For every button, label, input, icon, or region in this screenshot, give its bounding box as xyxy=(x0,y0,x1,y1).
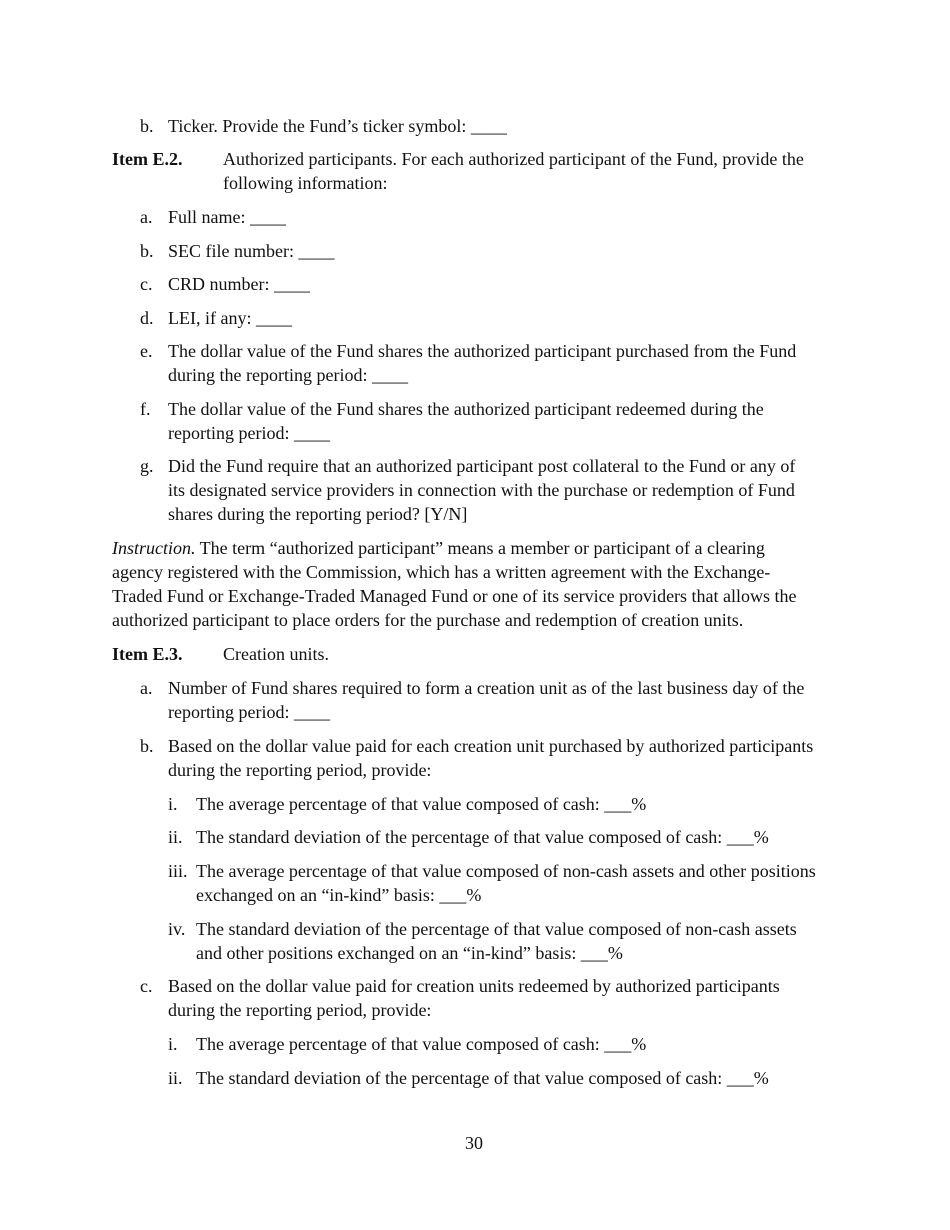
sub-list-marker: ii. xyxy=(168,1068,183,1088)
sub-list-marker: iv. xyxy=(168,919,186,939)
sub-item-text: The standard deviation of the percentage of that value composed of cash: ___% xyxy=(196,1068,769,1088)
list-marker: b. xyxy=(140,116,154,136)
purchased-creation-units-item: Based on the dollar value paid for each creation unit purchased by authorized participants xyxy=(168,736,814,756)
sub-list-marker: i. xyxy=(168,1034,178,1054)
item-e2-label: Item E.2. xyxy=(112,149,183,169)
sub-item-text: The standard deviation of the percentage of that value composed of non-cash assets xyxy=(196,919,797,939)
sub-list-marker: ii. xyxy=(168,827,183,847)
sub-list-marker: i. xyxy=(168,794,178,814)
instruction-paragraph xyxy=(112,536,765,560)
collateral-item: its designated service providers in connection with the purchase or redemption of Fund xyxy=(168,480,795,500)
list-marker: g. xyxy=(140,456,154,476)
sub-item-text: The average percentage of that value composed of non-cash assets and other positions xyxy=(196,861,816,881)
collateral-item: shares during the reporting period? [Y/N] xyxy=(168,504,468,524)
lei-item: LEI, if any: ____ xyxy=(168,308,292,328)
item-e2-heading: following information: xyxy=(223,173,388,193)
redeemed-value-item: The dollar value of the Fund shares the authorized participant redeemed during the xyxy=(168,399,764,419)
sub-item-text: The average percentage of that value composed of cash: ___% xyxy=(196,794,647,814)
redeemed-creation-units-item: Based on the dollar value paid for creation units redeemed by authorized participants xyxy=(168,976,780,996)
instruction-text: authorized participant to place orders for the purchase and redemption of creation units. xyxy=(112,610,744,630)
list-marker: c. xyxy=(140,274,153,294)
sub-item-text: and other positions exchanged on an “in-kind” basis: ___% xyxy=(196,943,623,963)
creation-unit-shares-item: reporting period: ____ xyxy=(168,702,330,722)
purchased-creation-units-item: during the reporting period, provide: xyxy=(168,760,432,780)
purchased-value-item: during the reporting period: ____ xyxy=(168,365,408,385)
creation-unit-shares-item: Number of Fund shares required to form a creation unit as of the last business day of the xyxy=(168,678,805,698)
redeemed-value-item: reporting period: ____ xyxy=(168,423,330,443)
sub-item-text: The average percentage of that value composed of cash: ___% xyxy=(196,1034,647,1054)
list-marker: a. xyxy=(140,678,153,698)
list-marker: d. xyxy=(140,308,154,328)
sub-item-text: exchanged on an “in-kind” basis: ___% xyxy=(196,885,482,905)
full-name-item: Full name: ____ xyxy=(168,207,286,227)
list-marker: e. xyxy=(140,341,153,361)
list-marker: f. xyxy=(140,399,151,419)
ticker-item-text: Ticker. Provide the Fund’s ticker symbol: ____ xyxy=(168,116,507,136)
sec-file-number-item: SEC file number: ____ xyxy=(168,241,335,261)
instruction-text: agency registered with the Commission, which has a written agreement with the Exchange- xyxy=(112,562,771,582)
item-e2-heading: Authorized participants. For each authorized participant of the Fund, provide the xyxy=(223,149,804,169)
list-marker: b. xyxy=(140,241,154,261)
list-marker: b. xyxy=(140,736,154,756)
item-e3-heading: Creation units. xyxy=(223,644,329,664)
instruction-text: The term “authorized participant” means a member or participant of a clearing xyxy=(195,538,765,558)
redeemed-creation-units-item: during the reporting period, provide: xyxy=(168,1000,432,1020)
instruction-label: Instruction. xyxy=(112,538,196,558)
instruction-text: Traded Fund or Exchange-Traded Managed Fund or one of its service providers that allows the xyxy=(112,586,797,606)
sub-list-marker: iii. xyxy=(168,861,188,881)
page-number: 30 xyxy=(465,1133,483,1153)
sub-item-text: The standard deviation of the percentage of that value composed of cash: ___% xyxy=(196,827,769,847)
purchased-value-item: The dollar value of the Fund shares the authorized participant purchased from the Fund xyxy=(168,341,797,361)
list-marker: c. xyxy=(140,976,153,996)
crd-number-item: CRD number: ____ xyxy=(168,274,310,294)
list-marker: a. xyxy=(140,207,153,227)
item-e3-label: Item E.3. xyxy=(112,644,183,664)
collateral-item: Did the Fund require that an authorized participant post collateral to the Fund or any of xyxy=(168,456,796,476)
